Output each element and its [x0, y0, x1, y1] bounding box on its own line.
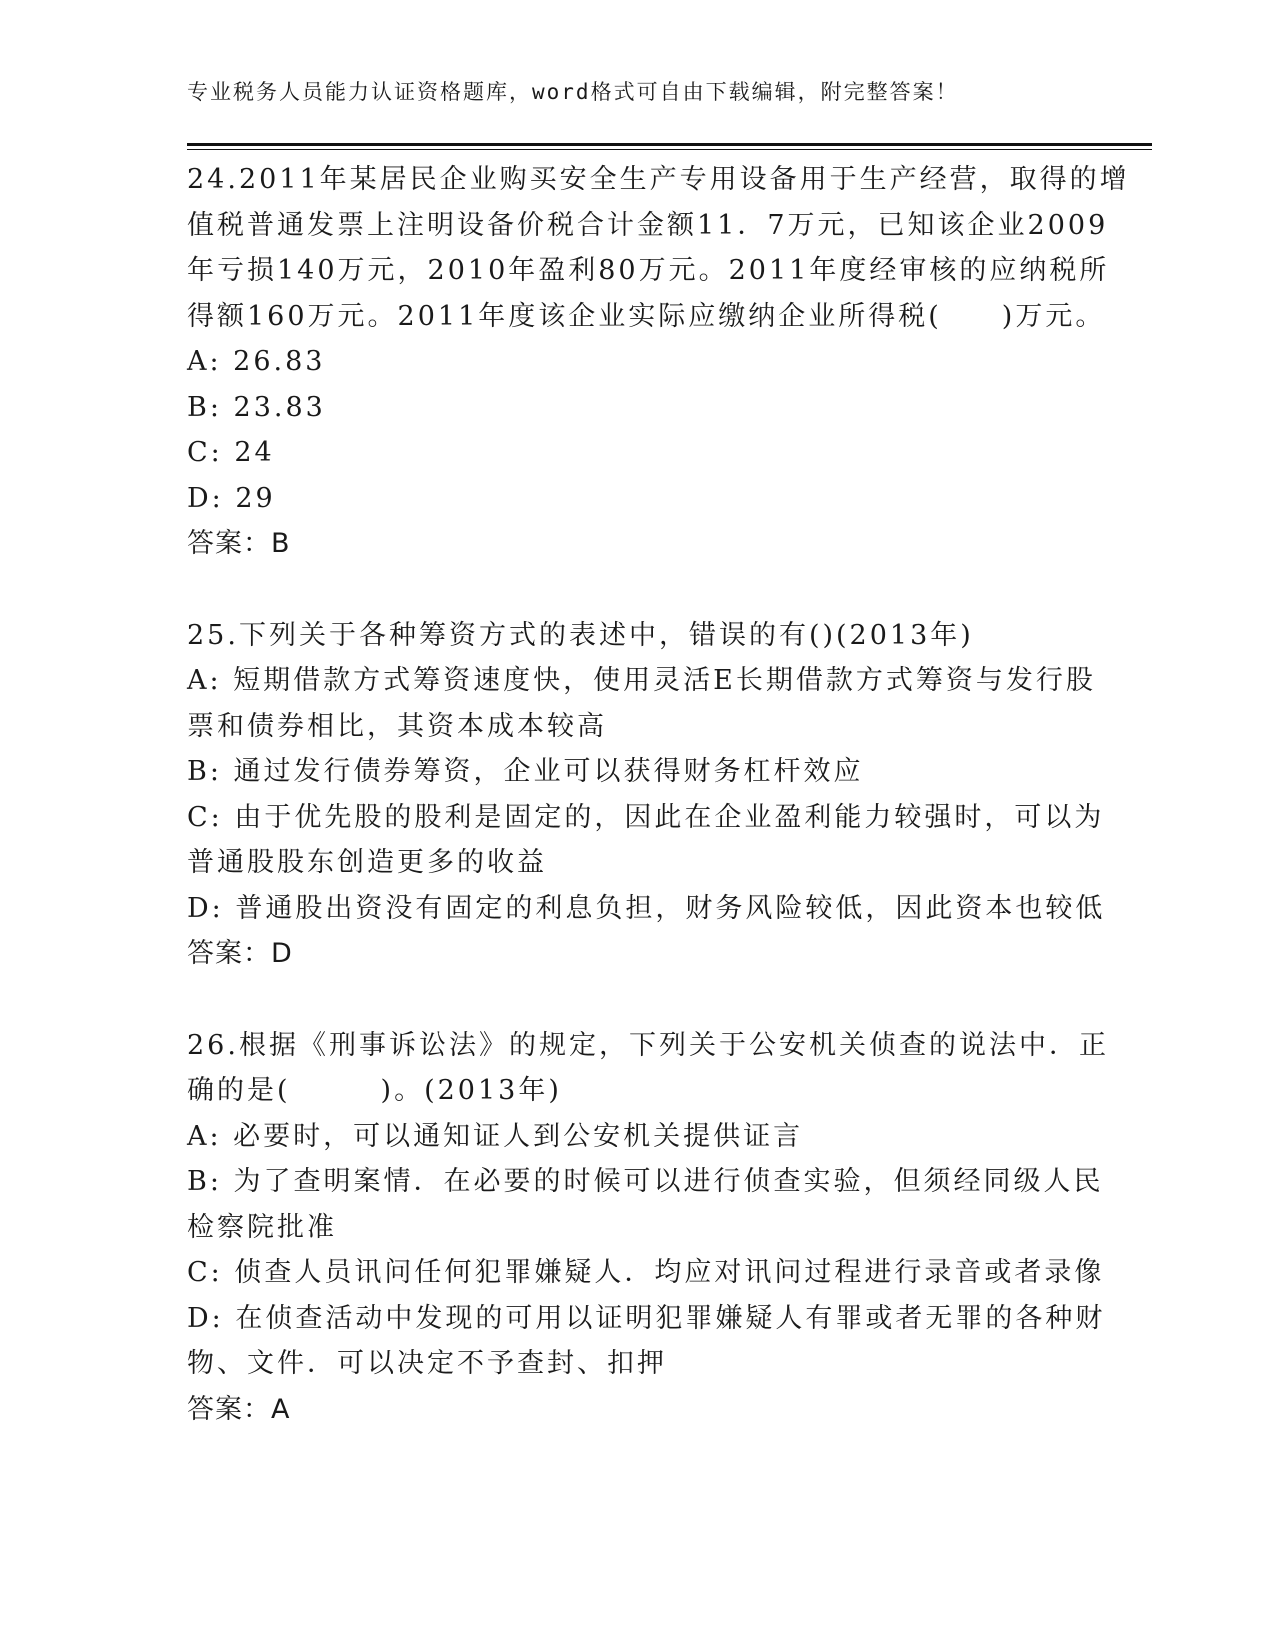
option-b: B: 通过发行债券筹资，企业可以获得财务杠杆效应: [187, 756, 864, 787]
question-25: [187, 613, 1106, 977]
option-a: A: 短期借款方式筹资速度快，使用灵活E长期借款方式筹资与发行股: [187, 665, 1096, 696]
question-24: [187, 157, 1130, 567]
question-stem-line: 得额160万元。2011年度该企业实际应缴纳企业所得税( )万元。: [187, 300, 1106, 332]
option-c: C: 侦查人员讯问任何犯罪嫌疑人．均应对讯问过程进行录音或者录像: [187, 1257, 1105, 1288]
option-b-continued: 检察院批准: [187, 1211, 337, 1243]
question-list: [187, 157, 1130, 1478]
page-header: 专业税务人员能力认证资格题库，word格式可自由下载编辑，附完整答案！: [187, 80, 959, 104]
answer-label: 答案：D: [187, 938, 293, 969]
option-c-continued: 普通股股东创造更多的收益: [187, 847, 547, 878]
option-a: A: 26.83: [187, 346, 326, 377]
option-b: B: 23.83: [187, 391, 326, 423]
question-stem-line: 确的是( )。(2013年): [187, 1075, 562, 1106]
option-b: B: 为了查明案情．在必要的时候可以进行侦查实验，但须经同级人民: [187, 1166, 1104, 1197]
question-stem-line: 26.根据《刑事诉讼法》的规定，下列关于公安机关侦查的说法中．正: [187, 1029, 1109, 1061]
option-c: C: 24: [187, 437, 275, 468]
option-a: A: 必要时，可以通知证人到公安机关提供证言: [187, 1120, 804, 1152]
question-stem-line: 24.2011年某居民企业购买安全生产专用设备用于生产经营，取得的增: [187, 164, 1130, 195]
option-d: D: 29: [187, 482, 276, 514]
header-divider-thin: [187, 149, 1152, 150]
answer-label: 答案：A: [187, 1393, 291, 1425]
question-stem-line: 年亏损140万元，2010年盈利80万元。2011年度经审核的应纳税所: [187, 255, 1110, 286]
option-a-continued: 票和债券相比，其资本成本较高: [187, 710, 607, 742]
question-26: [187, 1023, 1109, 1433]
option-c: C: 由于优先股的股利是固定的，因此在企业盈利能力较强时，可以为: [187, 801, 1105, 833]
option-d: D: 普通股出资没有固定的利息负担，财务风险较低，因此资本也较低: [187, 892, 1106, 924]
answer-label: 答案：B: [187, 528, 291, 559]
question-stem-line: 25.下列关于各种筹资方式的表述中，错误的有()(2013年): [187, 619, 974, 651]
question-stem-line: 值税普通发票上注明设备价税合计金额11．7万元，已知该企业2009: [187, 209, 1109, 241]
option-d-continued: 物、文件．可以决定不予查封、扣押: [187, 1348, 667, 1379]
option-d: D: 在侦查活动中发现的可用以证明犯罪嫌疑人有罪或者无罪的各种财: [187, 1302, 1106, 1334]
header-divider-thick: [187, 143, 1152, 146]
